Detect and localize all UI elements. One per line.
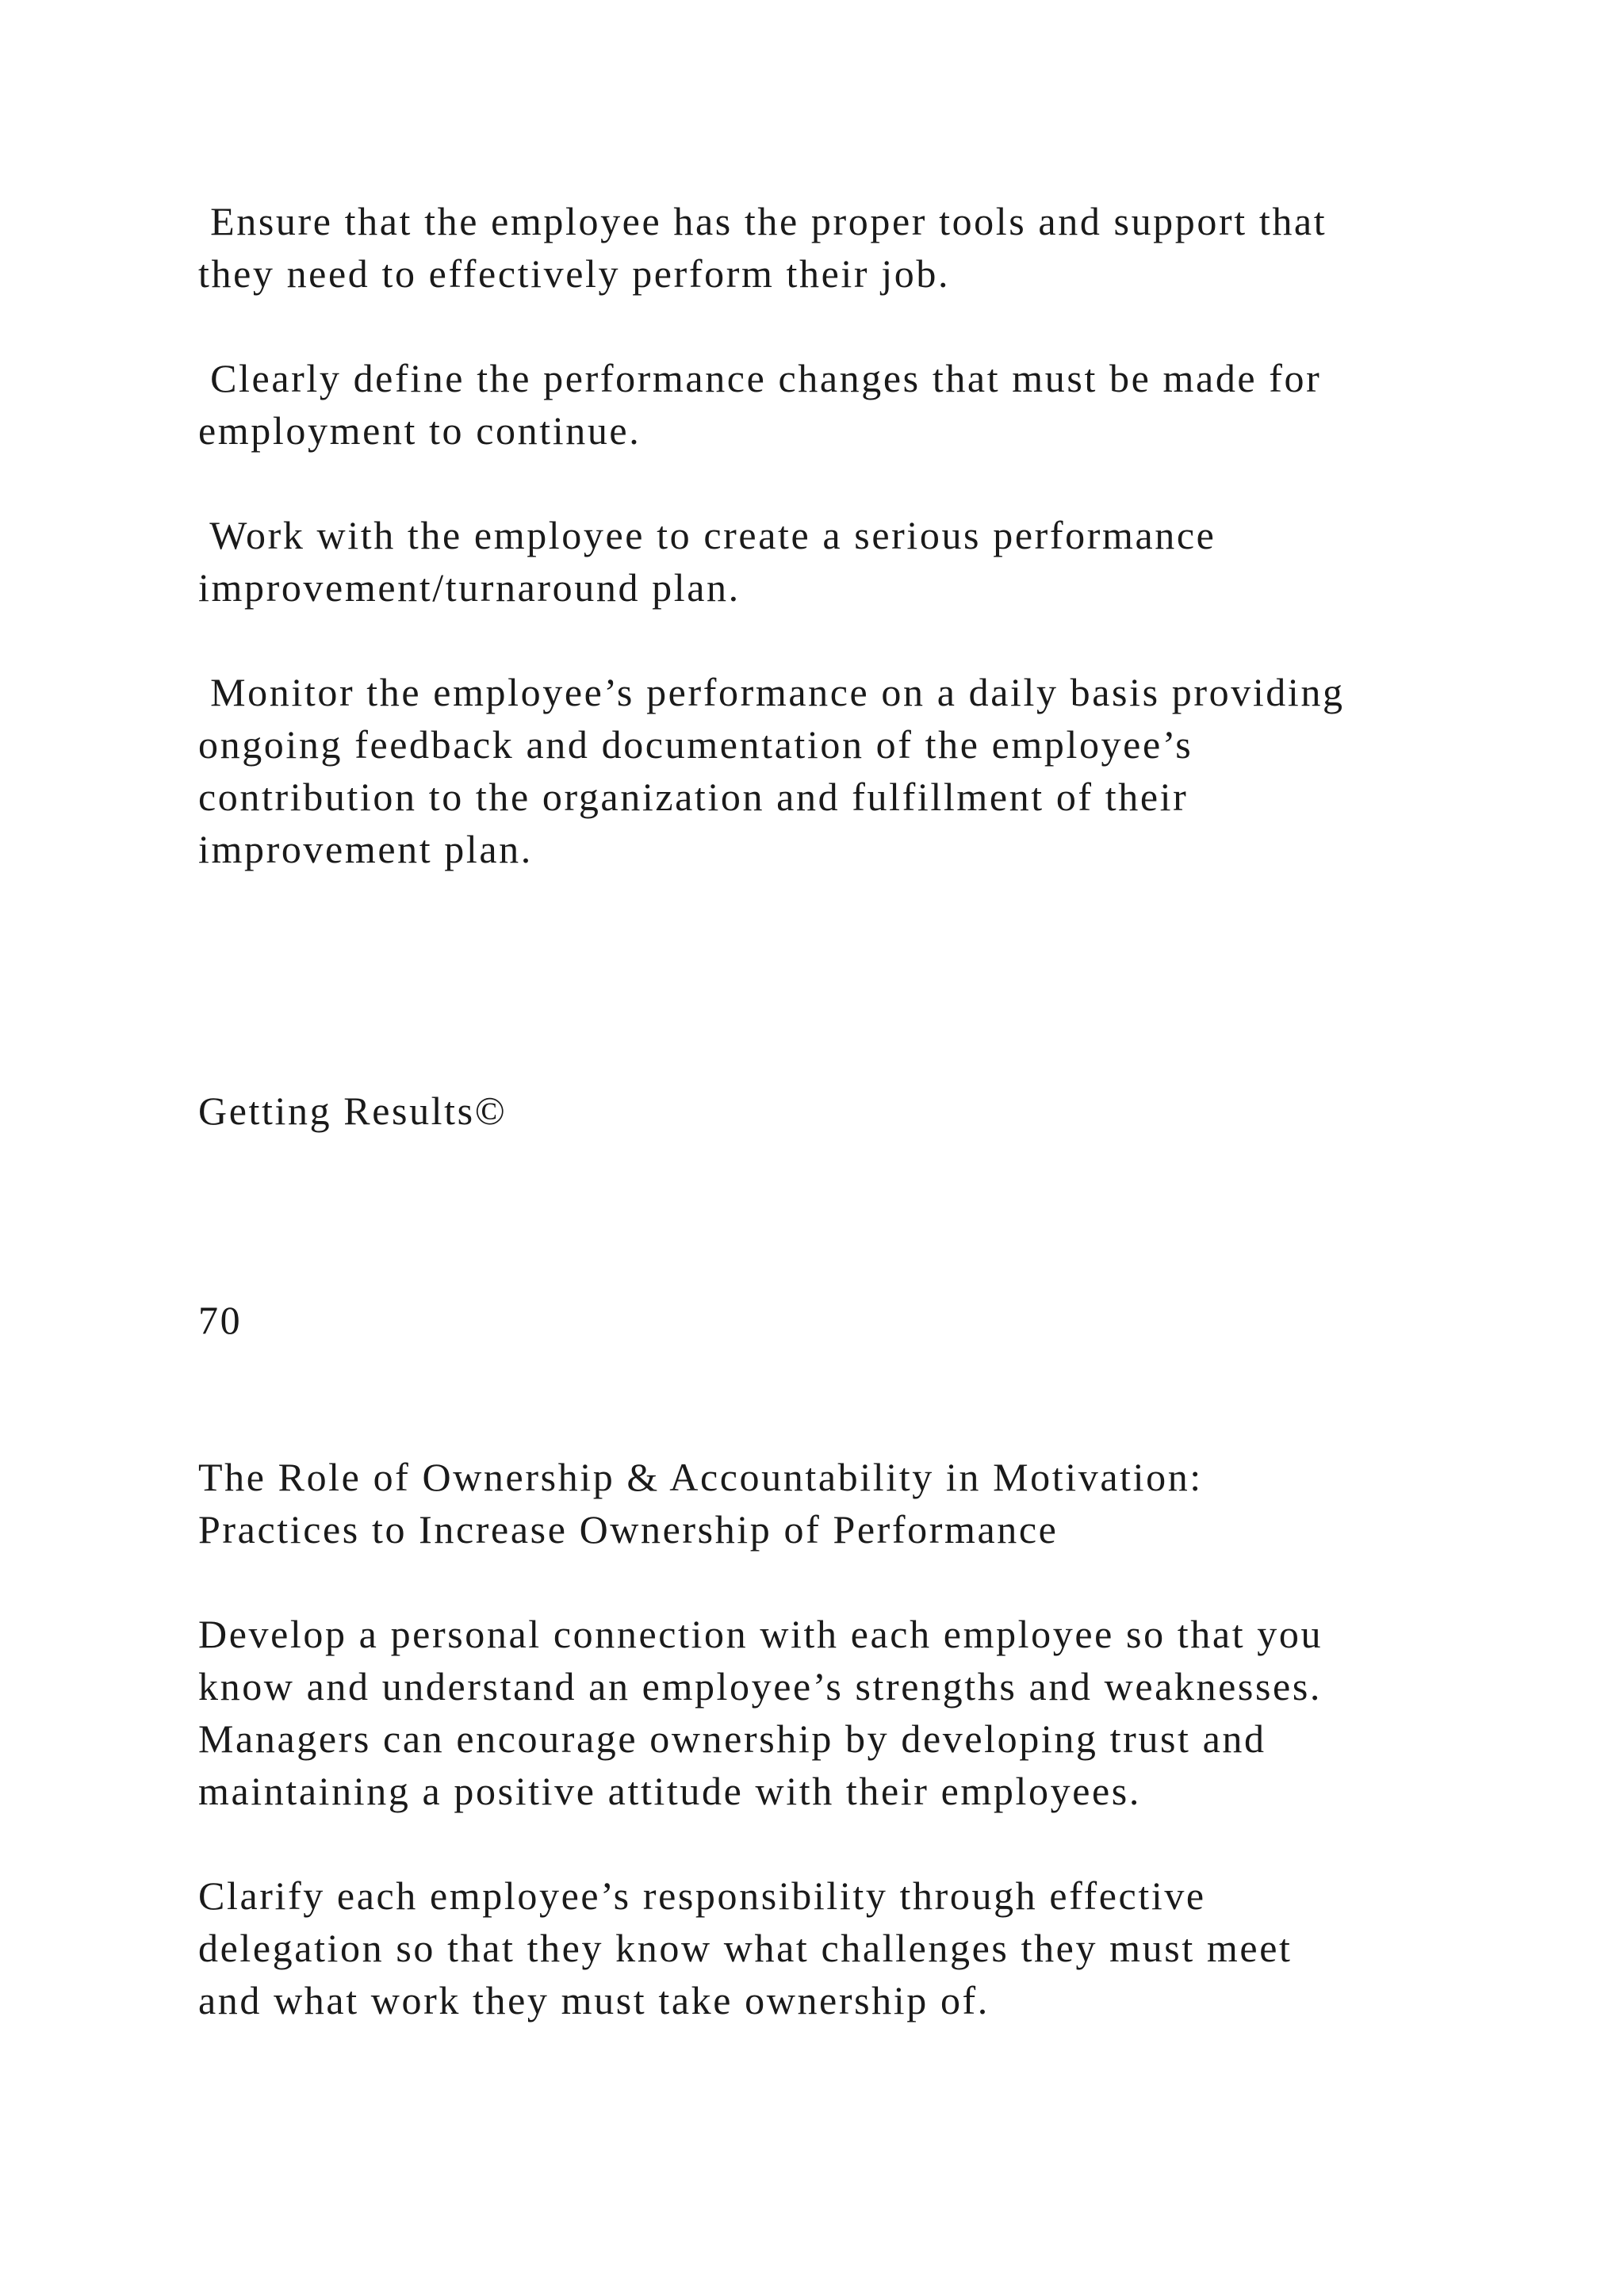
paragraph-monitor-performance-line-1: Monitor the employee’s performance on a daily basis providing bbox=[198, 670, 1345, 714]
paragraph-improvement-plan-line-1: Work with the employee to create a serious performance bbox=[198, 513, 1216, 557]
paragraph-define-changes-line-2: employment to continue. bbox=[198, 408, 642, 453]
footer-title: Getting Results© bbox=[198, 1089, 508, 1133]
paragraph-monitor-performance-line-3: contribution to the organization and fulfillment of their bbox=[198, 775, 1189, 819]
paragraph-monitor-performance-line-4: improvement plan. bbox=[198, 827, 533, 871]
section-heading-line-2: Practices to Increase Ownership of Performance bbox=[198, 1507, 1059, 1552]
section-heading-line-1: The Role of Ownership & Accountability in Motivation: bbox=[198, 1455, 1203, 1499]
paragraph-personal-connection-line-1: Develop a personal connection with each employee so that you bbox=[198, 1612, 1323, 1656]
paragraph-monitor-performance-line-2: ongoing feedback and documentation of the employee’s bbox=[198, 722, 1193, 767]
paragraph-clarify-responsibility-line-3: and what work they must take ownership of. bbox=[198, 1978, 990, 2022]
paragraph-clarify-responsibility-line-1: Clarify each employee’s responsibility through effective bbox=[198, 1873, 1206, 1918]
paragraph-define-changes-line-1: Clearly define the performance changes that must be made for bbox=[198, 356, 1322, 400]
paragraph-personal-connection-line-4: maintaining a positive attitude with their employees. bbox=[198, 1769, 1141, 1813]
paragraph-tools-support-line-2: they need to effectively perform their job. bbox=[198, 251, 951, 296]
page-number: 70 bbox=[198, 1298, 243, 1342]
paragraph-improvement-plan-line-2: improvement/turnaround plan. bbox=[198, 565, 741, 610]
paragraph-clarify-responsibility-line-2: delegation so that they know what challenges they must meet bbox=[198, 1926, 1293, 1970]
paragraph-personal-connection-line-3: Managers can encourage ownership by developing trust and bbox=[198, 1716, 1266, 1761]
paragraph-tools-support-line-1: Ensure that the employee has the proper tools and support that bbox=[198, 199, 1327, 243]
paragraph-personal-connection-line-2: know and understand an employee’s strengths and weaknesses. bbox=[198, 1664, 1322, 1709]
